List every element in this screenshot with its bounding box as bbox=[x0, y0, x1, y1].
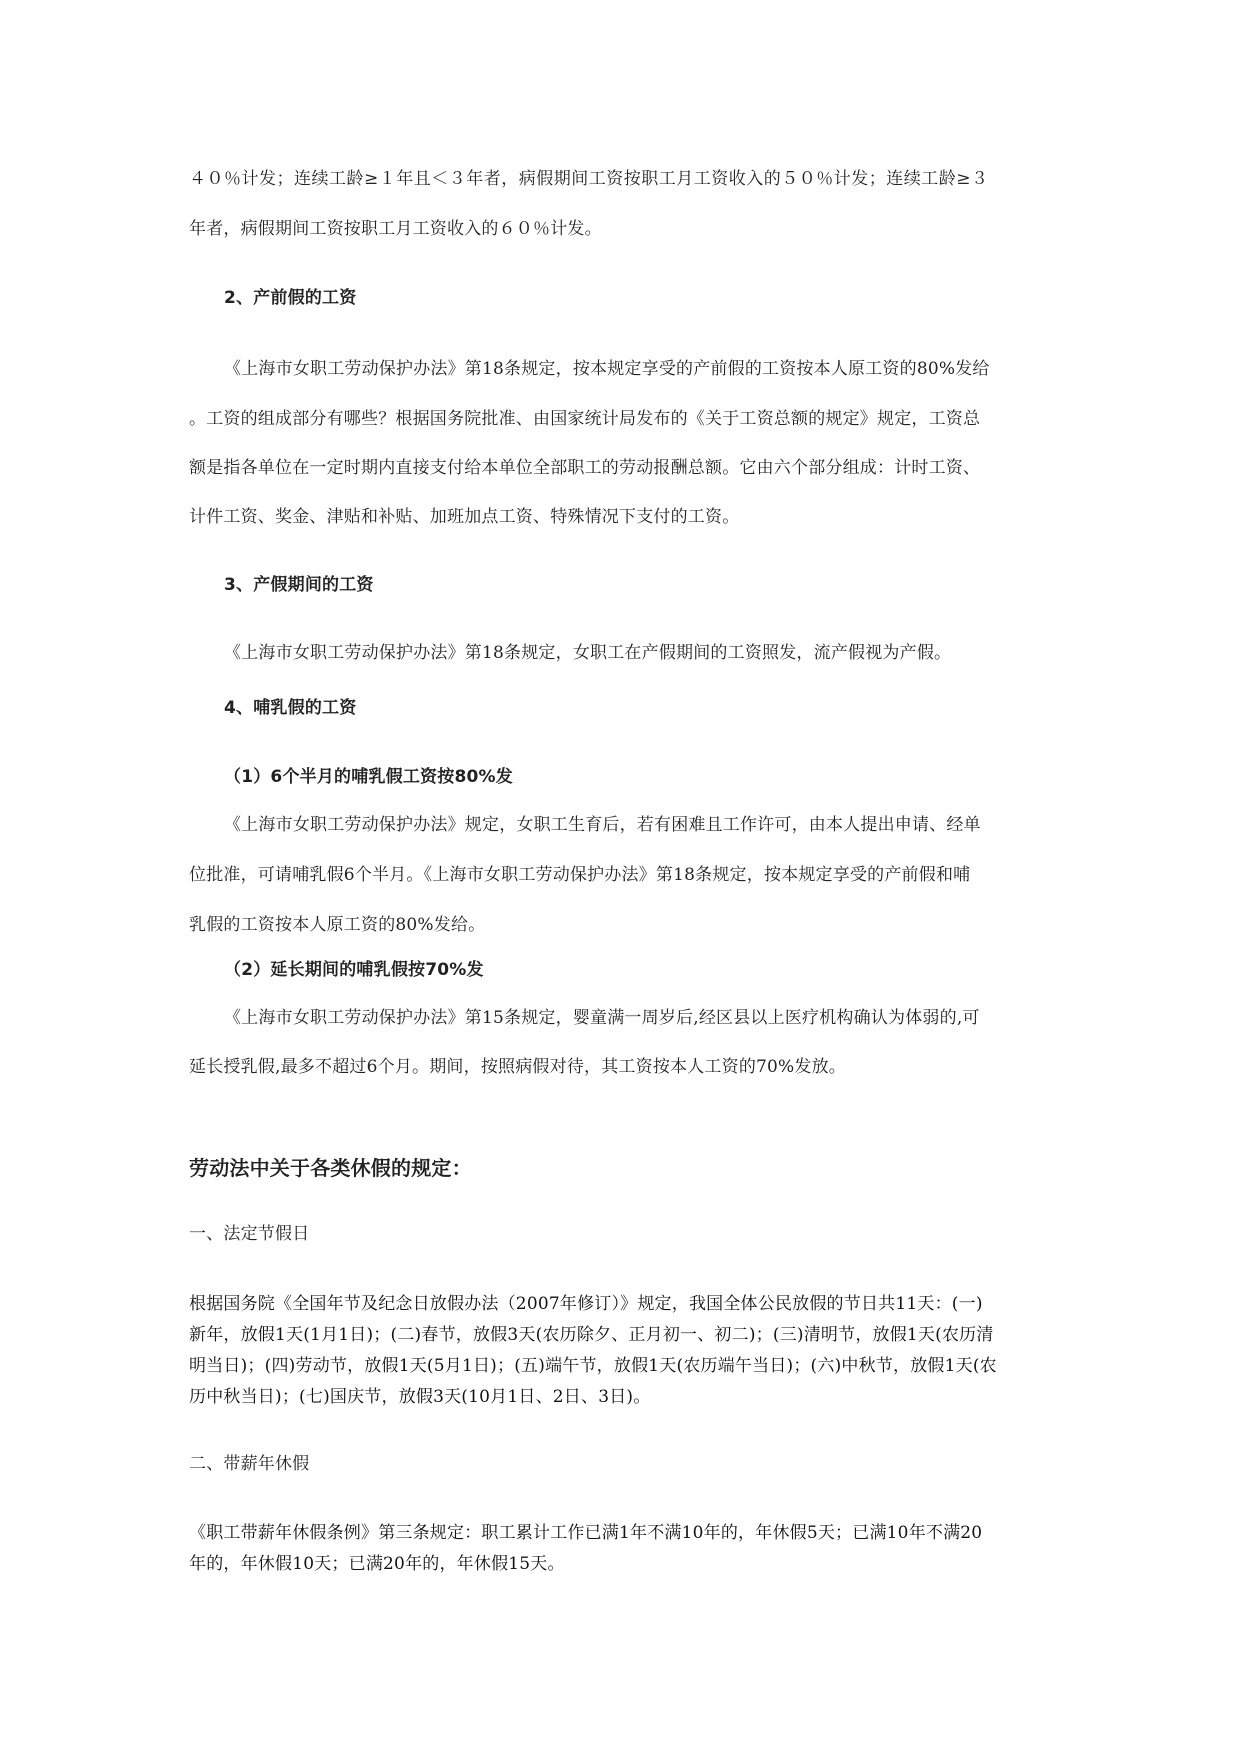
section-heading: 3、产假期间的工资 bbox=[224, 575, 374, 595]
paragraph-line: 。工资的组成部分有哪些？根据国务院批准、由国家统计局发布的《关于工资总额的规定》规定，工资总 bbox=[189, 409, 981, 429]
paragraph-line: 《上海市女职工劳动保护办法》规定，女职工生育后，若有困难且工作许可，由本人提出申请、经单 bbox=[224, 815, 981, 835]
paragraph-line: 新年，放假1天(1月1日)；(二)春节，放假3天(农历除夕、正月初一、初二)；(三)清明节，放假1天(农历清 bbox=[189, 1325, 994, 1345]
paragraph-line: ４０％计发；连续工龄≥１年且＜３年者，病假期间工资按职工月工资收入的５０％计发；连续工龄≥３ bbox=[189, 169, 989, 189]
paragraph-line: 乳假的工资按本人原工资的80%发给。 bbox=[189, 915, 486, 935]
subsection-heading: （2）延长期间的哺乳假按70%发 bbox=[224, 960, 484, 980]
section-heading: 一、法定节假日 bbox=[189, 1224, 310, 1244]
subsection-heading: （1）6个半月的哺乳假工资按80%发 bbox=[224, 767, 513, 787]
paragraph-line: 明当日)；(四)劳动节，放假1天(5月1日)；(五)端午节，放假1天(农历端午当日)；(六)中秋节，放假1天(农 bbox=[189, 1356, 997, 1376]
paragraph-line: 位批准，可请哺乳假6个半月。《上海市女职工劳动保护办法》第18条规定，按本规定享受的产前假和哺 bbox=[189, 865, 971, 885]
paragraph-line: 计件工资、奖金、津贴和补贴、加班加点工资、特殊情况下支付的工资。 bbox=[189, 507, 740, 527]
paragraph-line: 额是指各单位在一定时期内直接支付给本单位全部职工的劳动报酬总额。它由六个部分组成：计时工资、 bbox=[189, 458, 981, 478]
paragraph-line: 《职工带薪年休假条例》第三条规定：职工累计工作已满1年不满10年的，年休假5天；已满10年不满20 bbox=[189, 1523, 983, 1543]
paragraph-line: 《上海市女职工劳动保护办法》第15条规定，婴童满一周岁后,经区县以上医疗机构确认为体弱的,可 bbox=[224, 1008, 980, 1028]
paragraph-line: 年者，病假期间工资按职工月工资收入的６０％计发。 bbox=[189, 219, 602, 239]
paragraph-line: 历中秋当日)；(七)国庆节，放假3天(10月1日、2日、3日)。 bbox=[189, 1387, 651, 1407]
paragraph-line: 根据国务院《全国年节及纪念日放假办法（2007年修订）》规定，我国全体公民放假的节日共11天：(一) bbox=[189, 1294, 983, 1314]
section-heading: 二、带薪年休假 bbox=[189, 1454, 310, 1474]
section-heading: 2、产前假的工资 bbox=[224, 288, 357, 308]
paragraph-line: 《上海市女职工劳动保护办法》第18条规定，按本规定享受的产前假的工资按本人原工资的80%发给 bbox=[224, 359, 990, 379]
section-heading: 4、哺乳假的工资 bbox=[224, 698, 357, 718]
paragraph-line: 年的，年休假10天；已满20年的，年休假15天。 bbox=[189, 1554, 565, 1574]
page-title: 劳动法中关于各类休假的规定： bbox=[189, 1156, 472, 1180]
paragraph-line: 《上海市女职工劳动保护办法》第18条规定，女职工在产假期间的工资照发，流产假视为产假。 bbox=[224, 643, 952, 663]
paragraph-line: 延长授乳假,最多不超过6个月。期间，按照病假对待，其工资按本人工资的70%发放。 bbox=[189, 1057, 847, 1077]
